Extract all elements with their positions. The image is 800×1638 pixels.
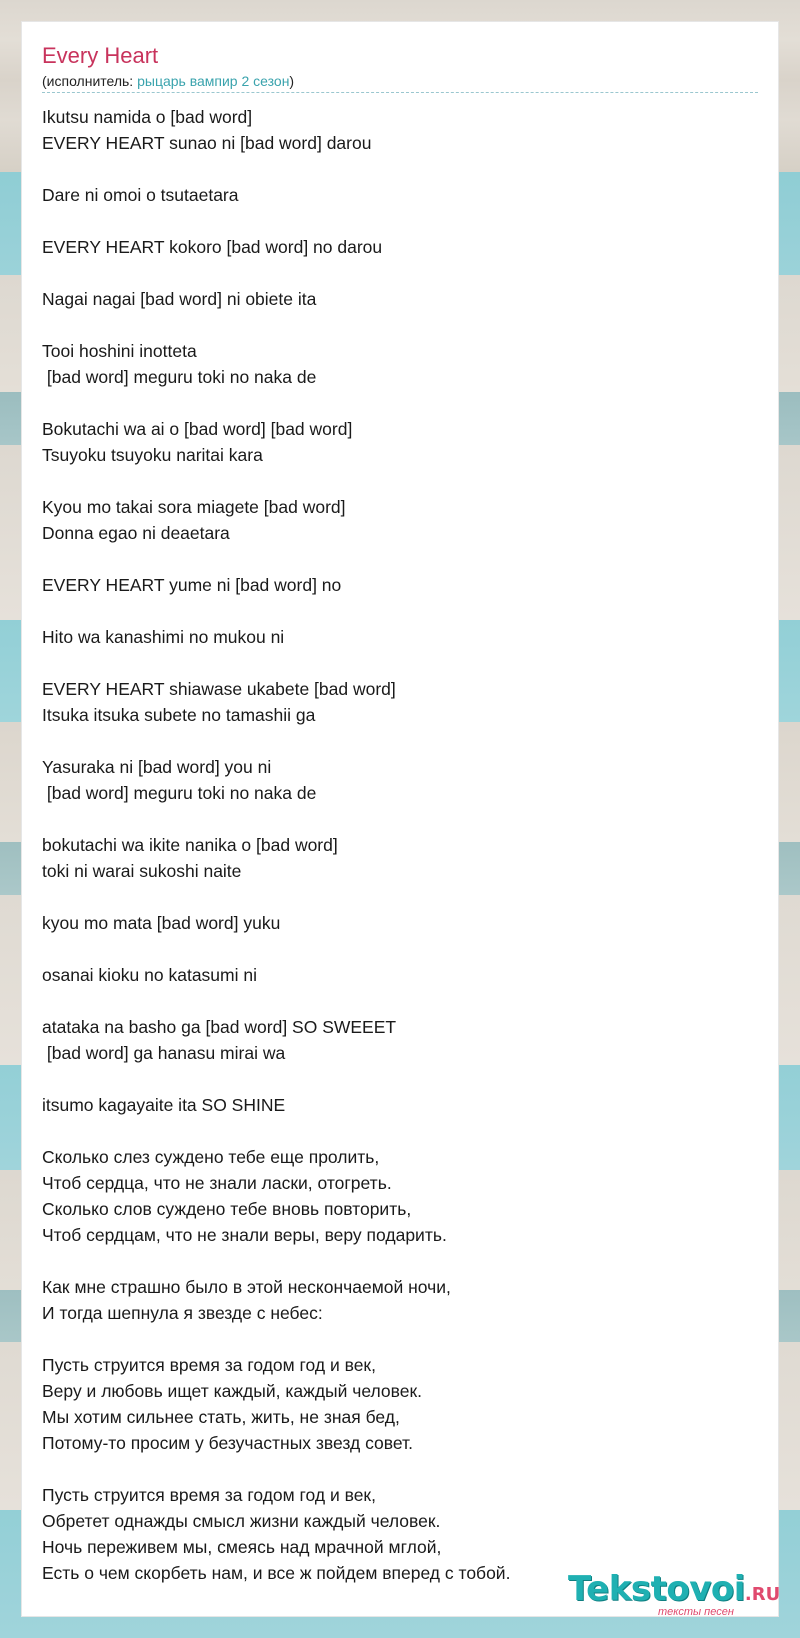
lyric-line: Donna egao ni deaetara [42, 523, 230, 543]
lyric-blank-line [42, 546, 758, 572]
lyric-blank-line [42, 728, 758, 754]
lyric-line: Пусть струится время за годом год и век, [42, 1485, 376, 1505]
lyric-blank-line [42, 598, 758, 624]
lyric-blank-line [42, 1066, 758, 1092]
song-title: Every Heart [42, 43, 159, 68]
lyric-blank-line [42, 1118, 758, 1144]
lyric-line: Ночь переживем мы, смеясь над мрачной мглой, [42, 1537, 442, 1557]
lyric-line: Как мне страшно было в этой нескончаемой ночи, [42, 1277, 451, 1297]
lyric-line: osanai kioku no katasumi ni [42, 965, 257, 985]
lyric-line: EVERY HEART shiawase ukabete [bad word] [42, 679, 396, 699]
lyric-line: Чтоб сердца, что не знали ласки, отогреть. [42, 1173, 392, 1193]
lyric-line: toki ni warai sukoshi naite [42, 861, 242, 881]
lyric-blank-line [42, 156, 758, 182]
lyric-line: Tooi hoshini inotteta [42, 341, 197, 361]
lyric-line: Чтоб сердцам, что не знали веры, веру подарить. [42, 1225, 447, 1245]
lyric-blank-line [42, 1456, 758, 1482]
title-divider [42, 92, 758, 93]
lyrics-text [42, 104, 758, 1586]
lyric-line: [bad word] meguru toki no naka de [42, 367, 317, 387]
lyric-line: Itsuka itsuka subete no tamashii ga [42, 705, 316, 725]
lyric-line: [bad word] meguru toki no naka de [42, 783, 317, 803]
lyric-line: Сколько слез суждено тебе еще пролить, [42, 1147, 380, 1167]
lyric-line: Потому-то просим у безучастных звезд совет. [42, 1433, 413, 1453]
lyric-blank-line [42, 806, 758, 832]
lyric-line: Пусть струится время за годом год и век, [42, 1355, 376, 1375]
lyric-blank-line [42, 312, 758, 338]
lyric-line: Kyou mo takai sora miagete [bad word] [42, 497, 346, 517]
lyric-blank-line [42, 208, 758, 234]
lyric-line: EVERY HEART kokoro [bad word] no darou [42, 237, 383, 257]
lyric-blank-line [42, 260, 758, 286]
lyric-blank-line [42, 468, 758, 494]
lyric-blank-line [42, 650, 758, 676]
lyric-blank-line [42, 1248, 758, 1274]
song-artist-line [42, 72, 294, 90]
lyric-line: atataka na basho ga [bad word] SO SWEEET [42, 1017, 397, 1037]
logo-tagline: тексты песен [658, 1606, 734, 1618]
lyric-line: Nagai nagai [bad word] ni obiete ita [42, 289, 317, 309]
lyric-blank-line [42, 936, 758, 962]
lyric-line: EVERY HEART yume ni [bad word] no [42, 575, 342, 595]
artist-suffix: ) [289, 73, 295, 89]
lyric-line: И тогда шепнула я звезде с небес: [42, 1303, 323, 1323]
lyric-blank-line [42, 884, 758, 910]
site-logo[interactable] [568, 1570, 788, 1630]
lyric-line: Есть о чем скорбеть нам, и все ж пойдем вперед с тобой. [42, 1563, 511, 1583]
lyric-line: Yasuraka ni [bad word] you ni [42, 757, 272, 777]
lyric-line: [bad word] ga hanasu mirai wa [42, 1043, 286, 1063]
logo-tld: .RU [744, 1584, 781, 1605]
lyric-line: kyou mo mata [bad word] yuku [42, 913, 281, 933]
lyric-line: Веру и любовь ищет каждый, каждый человек. [42, 1381, 423, 1401]
lyric-line: Мы хотим сильнее стать, жить, не зная бед, [42, 1407, 400, 1427]
lyric-blank-line [42, 988, 758, 1014]
lyric-line: Сколько слов суждено тебе вновь повторить, [42, 1199, 412, 1219]
lyric-line: Обретет однажды смысл жизни каждый человек. [42, 1511, 441, 1531]
lyric-line: bokutachi wa ikite nanika o [bad word] [42, 835, 338, 855]
logo-name: Tekstovoi [568, 1569, 745, 1609]
lyric-line: Tsuyoku tsuyoku naritai kara [42, 445, 263, 465]
lyric-line: Dare ni omoi o tsutaetara [42, 185, 239, 205]
lyric-line: Hito wa kanashimi no mukou ni [42, 627, 285, 647]
lyric-line: Bokutachi wa ai o [bad word] [bad word] [42, 419, 353, 439]
lyric-line: Ikutsu namida o [bad word] [42, 107, 253, 127]
lyric-line: itsumo kagayaite ita SO SHINE [42, 1095, 286, 1115]
lyrics-page [22, 22, 781, 1616]
artist-link[interactable]: рыцарь вампир 2 сезон [137, 73, 290, 89]
lyric-blank-line [42, 1326, 758, 1352]
artist-prefix: (исполнитель: [42, 73, 138, 89]
lyric-blank-line [42, 390, 758, 416]
lyric-line: EVERY HEART sunao ni [bad word] darou [42, 133, 372, 153]
